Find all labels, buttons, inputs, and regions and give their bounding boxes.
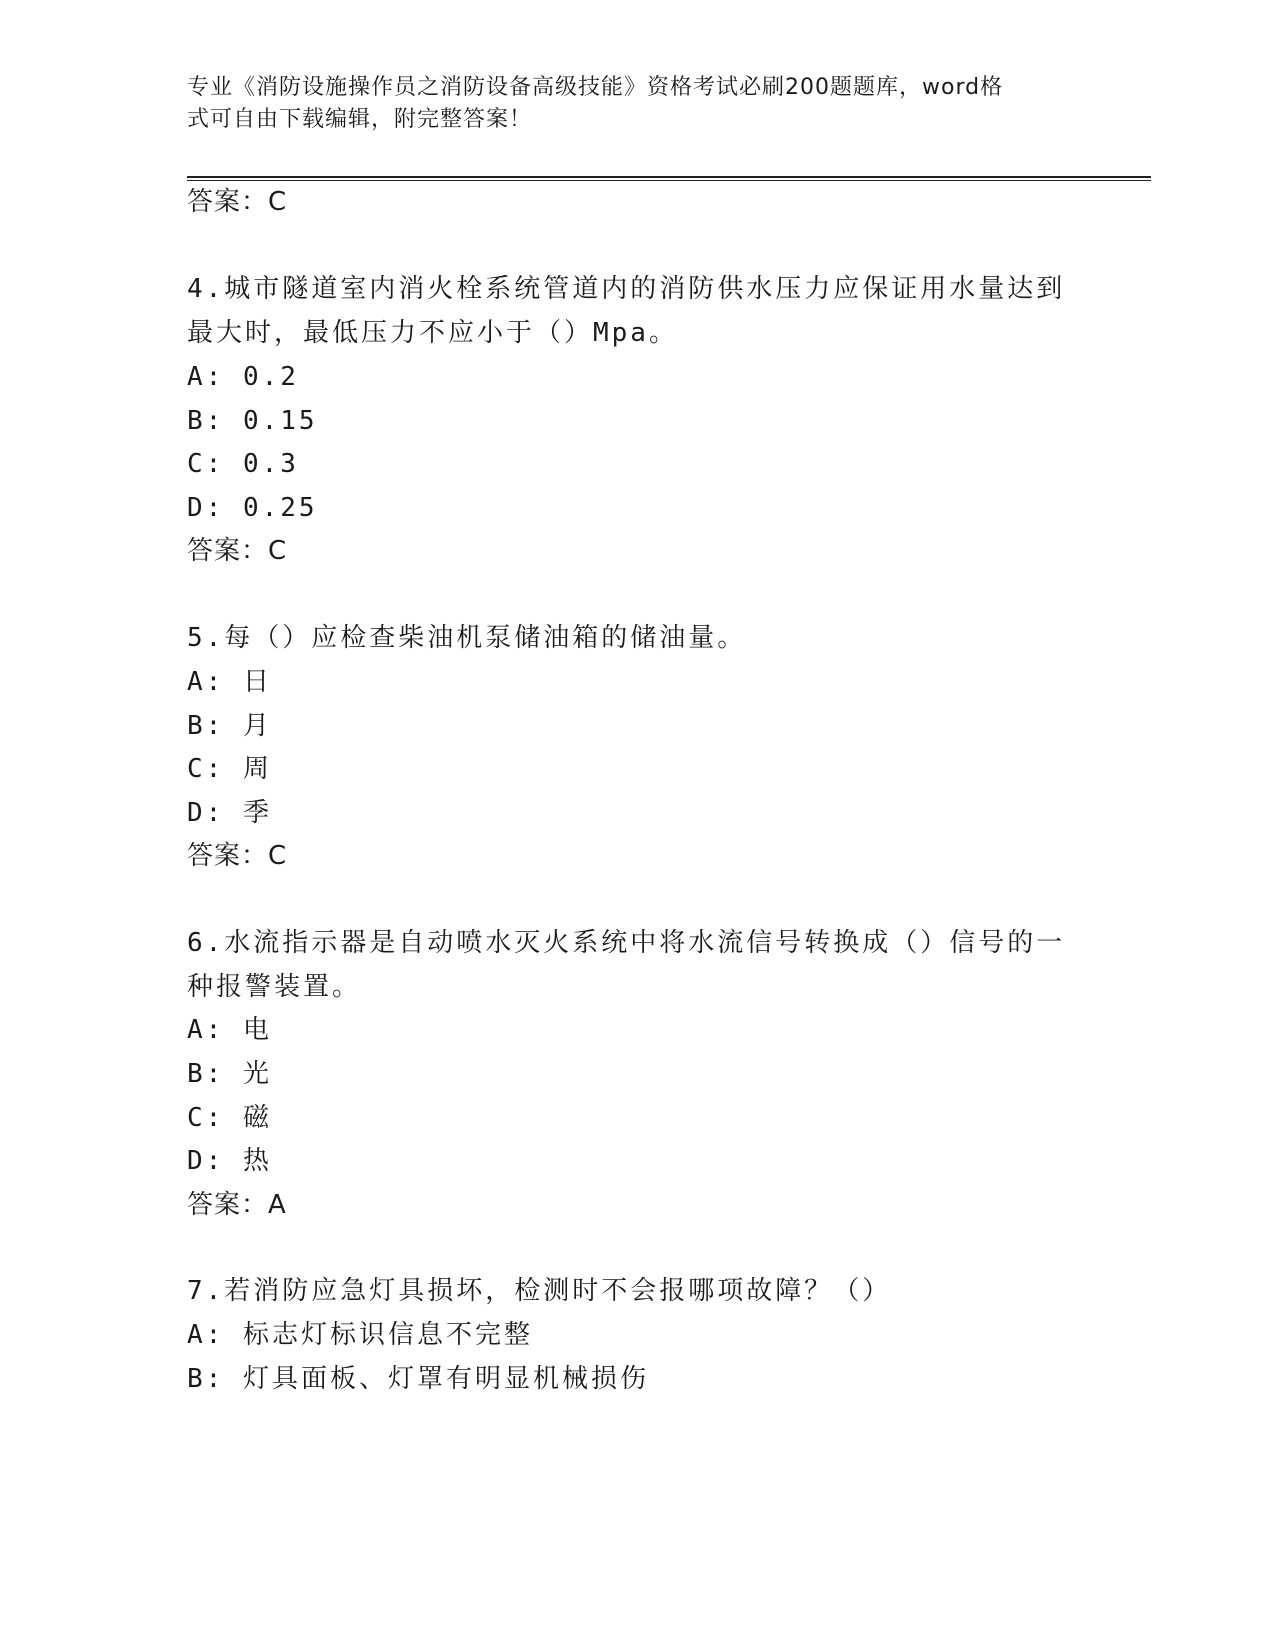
header-line-2: 式可自由下载编辑，附完整答案！ (187, 107, 533, 132)
header-line-1: 专业《消防设施操作员之消防设备高级技能》资格考试必刷200题题库，word格 (187, 75, 1004, 100)
question-6-text-line-2: 种报警装置。 (187, 972, 362, 1002)
question-7-option-b: B: 灯具面板、灯罩有明显机械损伤 (187, 1364, 649, 1394)
question-7-option-a: A: 标志灯标识信息不完整 (187, 1320, 533, 1350)
answer-line: 答案：C (187, 187, 288, 217)
question-4-option-a: A: 0.2 (187, 362, 299, 392)
question-6-answer: 答案：A (187, 1190, 287, 1220)
question-7-text-line-1: 7.若消防应急灯具损坏，检测时不会报哪项故障？（） (187, 1276, 892, 1306)
question-6-option-a: A: 电 (187, 1015, 272, 1045)
document-header (187, 72, 1067, 136)
question-4-option-d: D: 0.25 (187, 493, 318, 523)
question-5-option-a: A: 日 (187, 667, 272, 697)
question-6-option-b: B: 光 (187, 1059, 272, 1089)
question-5-answer: 答案：C (187, 841, 288, 871)
question-6-text-line-1: 6.水流指示器是自动喷水灭火系统中将水流信号转换成（）信号的一 (187, 928, 1066, 958)
question-6-option-c: C: 磁 (187, 1103, 272, 1133)
question-4-answer: 答案：C (187, 536, 288, 566)
question-4-option-c: C: 0.3 (187, 449, 299, 479)
question-5-option-c: C: 周 (187, 754, 272, 784)
question-4-option-b: B: 0.15 (187, 406, 318, 436)
question-5-option-b: B: 月 (187, 711, 272, 741)
question-6-option-d: D: 热 (187, 1146, 272, 1176)
question-5-text-line-1: 5.每（）应检查柴油机泵储油箱的储油量。 (187, 623, 747, 653)
question-4-text-line-1: 4.城市隧道室内消火栓系统管道内的消防供水压力应保证用水量达到 (187, 274, 1066, 304)
header-divider (187, 176, 1151, 181)
question-4-text-line-2: 最大时，最低压力不应小于（）Mpa。 (187, 318, 678, 348)
question-5-option-d: D: 季 (187, 798, 272, 828)
